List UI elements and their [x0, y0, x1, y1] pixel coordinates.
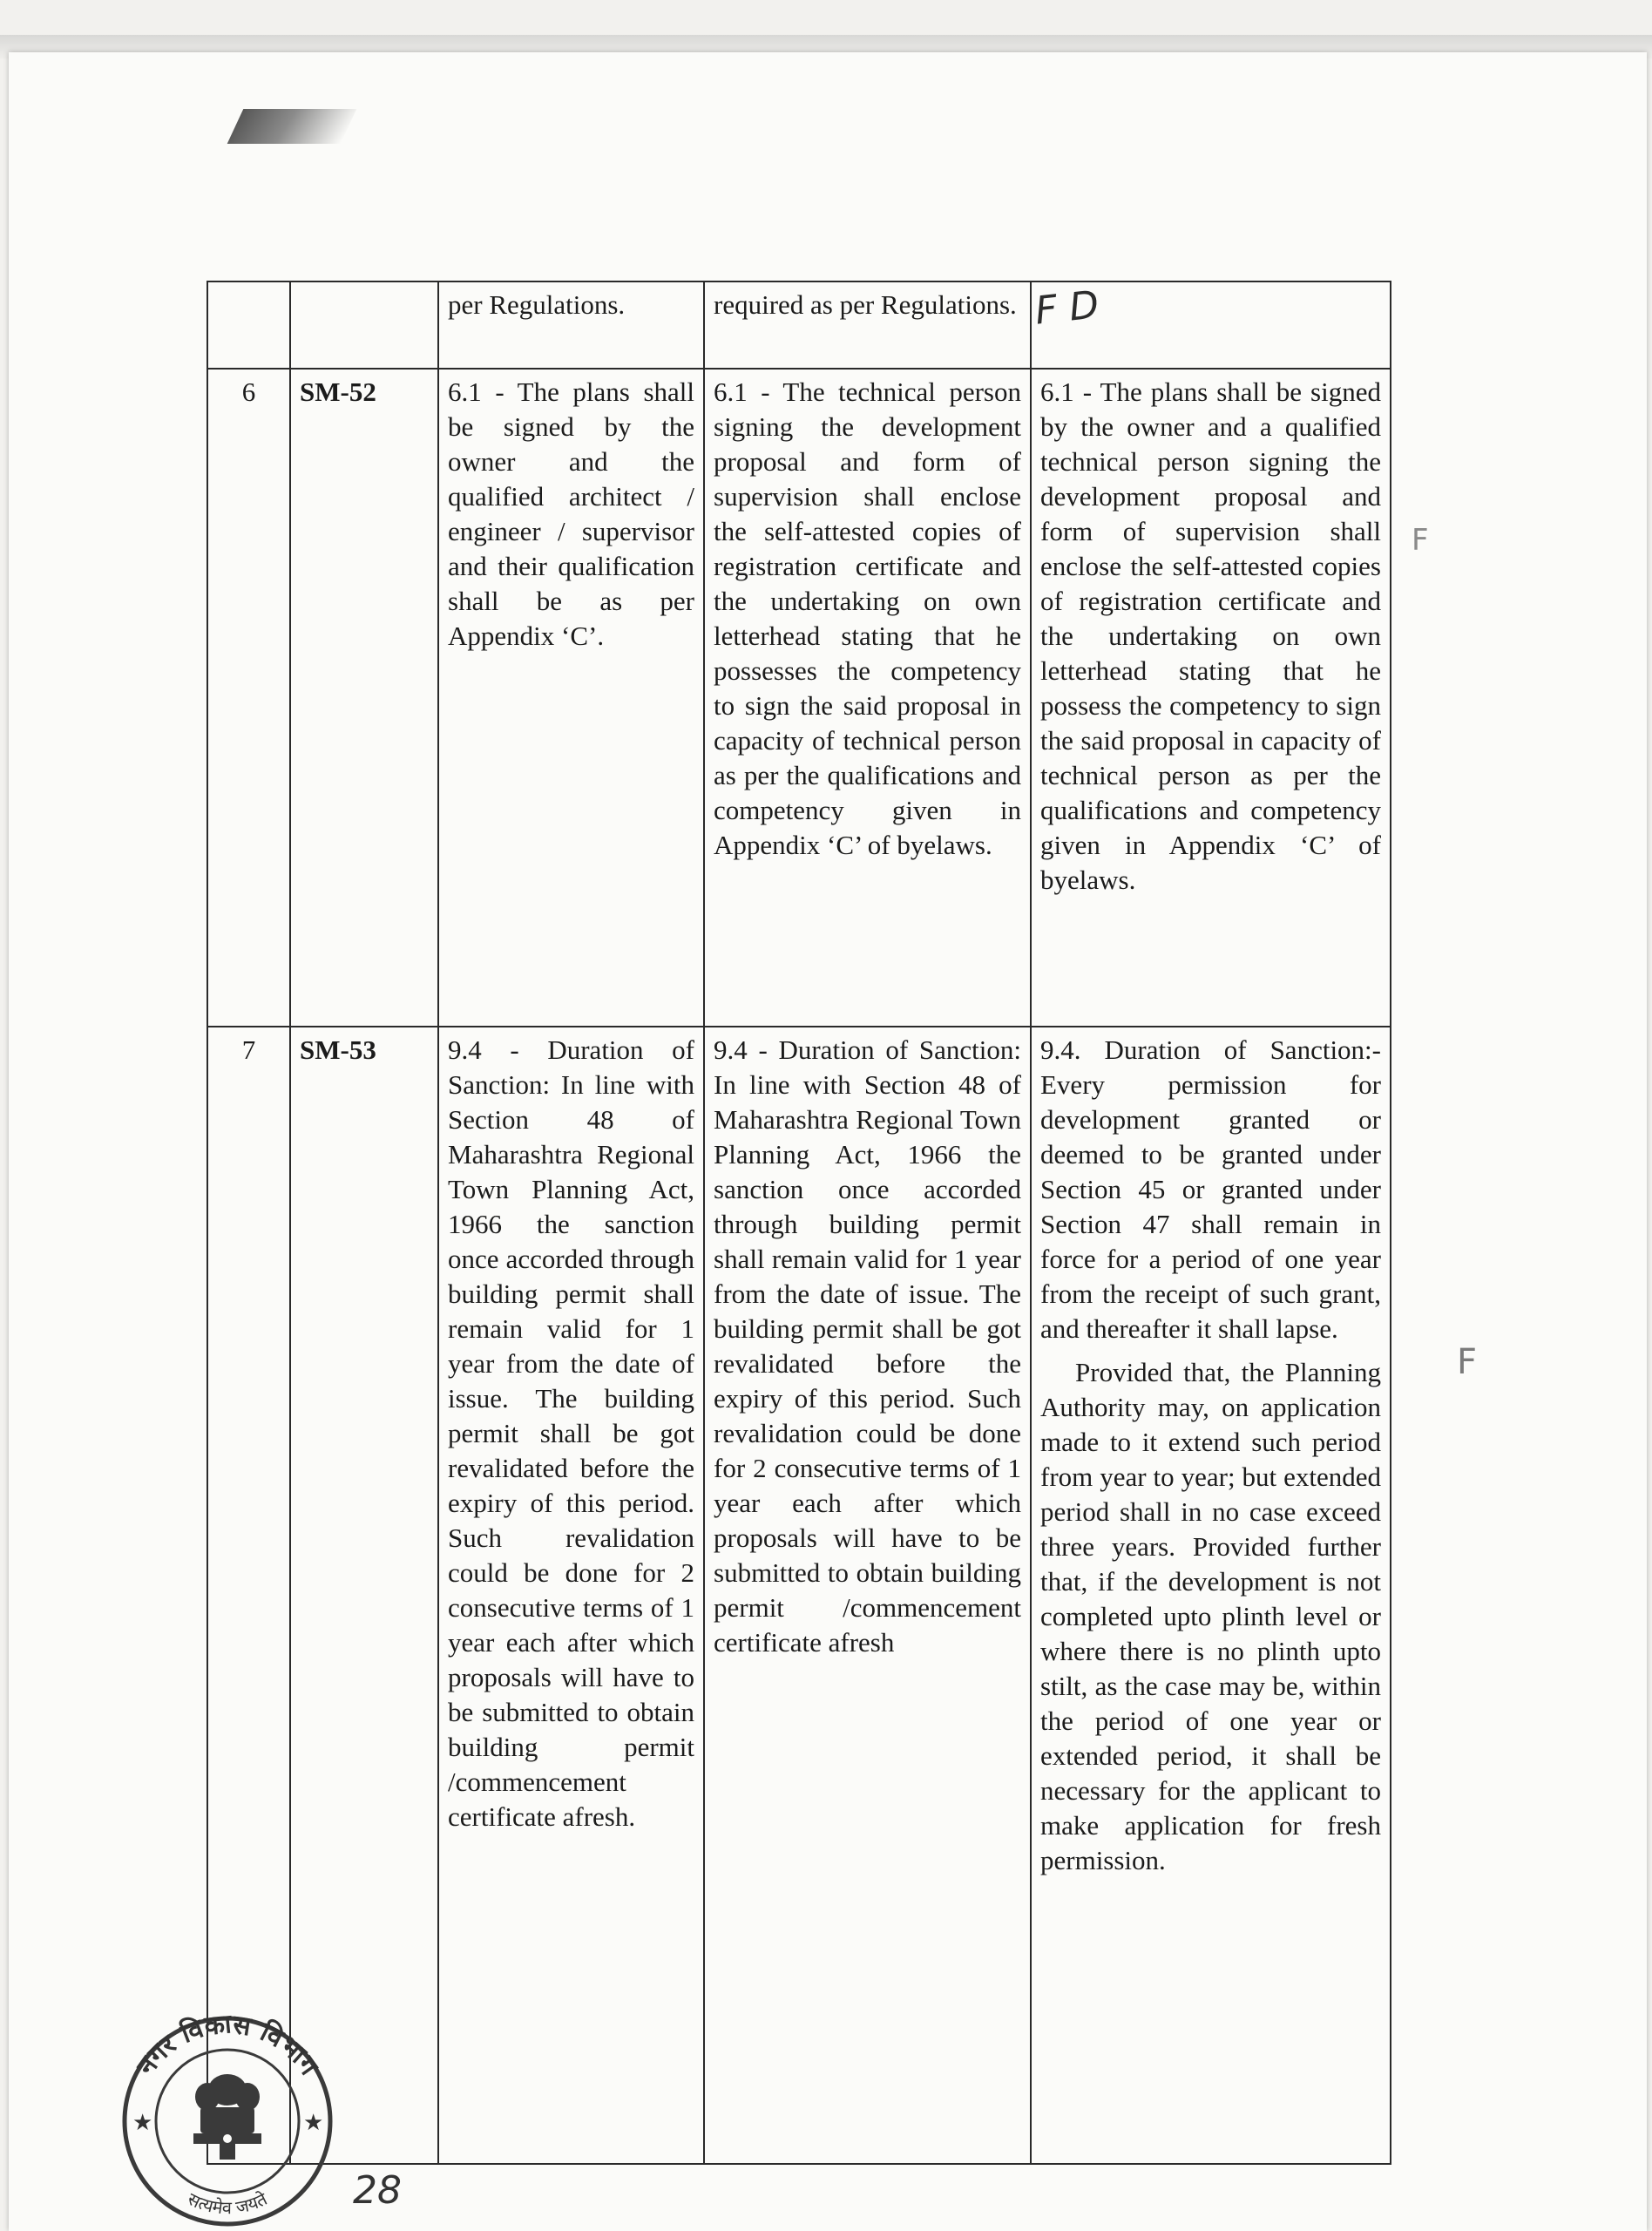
- seal-top-text: नगर विकास विभाग: [131, 2010, 324, 2081]
- serial-cell: [207, 281, 290, 369]
- existing-provision-cell: 6.1 - The plans shall be signed by the owner and the qualified architect / engineer / supervisor and their qualification shall be as per Appendix ‘C’.: [438, 369, 704, 1027]
- proposed-provision-cell: 6.1 - The technical person signing the development proposal and form of supervision shall enclose the self-attested copies of registration certificate and the undertaking on own letterhead stating that he possesses the competency to sign the said proposal in capacity of technical person as per the qualifications and competency given in Appendix ‘C’ of byelaws.: [704, 369, 1031, 1027]
- serial-number: 6: [207, 369, 290, 1027]
- star-icon: ★: [303, 2110, 324, 2136]
- existing-provision-cell: 9.4 - Duration of Sanction: In line with Section 48 of Maharashtra Regional Town Planning Act, 1966 the sanction once accorded through building permit shall remain valid for 1 year from the date of issue. The building permit shall be got revalidated before the expiry of this period. Such revalidation could be done for 2 consecutive terms of 1 year each after which proposals will have to be submitted to obtain building permit /commencement certificate afresh.: [438, 1027, 704, 2164]
- sanctioned-paragraph-2: Provided that, the Planning Authority may, on application made to it extend such period from year to year; but extended period shall in no case exceed three years. Provided further that, if the development is not completed upto plinth level or where there is no plinth upto stilt, as the case may be, within the period of one year or extended period, it shall be necessary for the applicant to make application for fresh permission.: [1040, 1357, 1381, 1875]
- margin-mark: F: [1457, 1342, 1478, 1382]
- serial-number: 7: [207, 1027, 290, 2164]
- section-cell: [290, 281, 438, 369]
- existing-provision-cell: per Regulations.: [438, 281, 704, 369]
- emblem-icon: [193, 2074, 261, 2160]
- sanctioned-provision-cell: [1031, 1027, 1391, 2164]
- scan-mark: [227, 109, 357, 144]
- regulations-table: [206, 281, 1391, 2165]
- section-id: SM-52: [290, 369, 438, 1027]
- proposed-provision-cell: 9.4 - Duration of Sanction: In line with Section 48 of Maharashtra Regional Town Planning Act, 1966 the sanction once accorded through building permit shall remain valid for 1 year from the date of issue. The building permit shall be got revalidated before the expiry of this period. Such revalidation could be done for 2 consecutive terms of 1 year each after which proposals will have to be submitted to obtain building permit /commencement certificate afresh: [704, 1027, 1031, 2164]
- sanctioned-paragraph-1: 9.4. Duration of Sanction:- Every permission for development granted or deemed to be granted under Section 45 or granted under Section 47 shall remain in force for a period of one year from the receipt of such grant, and thereafter it shall lapse.: [1040, 1034, 1381, 1344]
- government-seal-icon: [103, 2010, 352, 2228]
- proposed-provision-cell: required as per Regulations.: [704, 281, 1031, 369]
- table-row: [207, 281, 1391, 369]
- star-icon: ★: [132, 2110, 153, 2136]
- sanctioned-provision-cell: 6.1 - The plans shall be signed by the owner and a qualified technical person signing the development proposal and form of supervision shall enclose the self-attested copies of registration certificate and the undertaking on own letterhead stating that he possess the competency to sign the said proposal in capacity of technical person as per the qualifications and competency given in Appendix ‘C’ of byelaws.: [1031, 369, 1391, 1027]
- seal-bottom-text: सत्यमेव जयते: [184, 2187, 271, 2219]
- handwritten-initials: 28: [353, 2168, 402, 2213]
- margin-mark: F: [1412, 523, 1429, 558]
- section-id: SM-53: [290, 1027, 438, 2164]
- table-row: [207, 1027, 1391, 2164]
- table-row: [207, 369, 1391, 1027]
- handwritten-mark: F D: [1032, 282, 1101, 334]
